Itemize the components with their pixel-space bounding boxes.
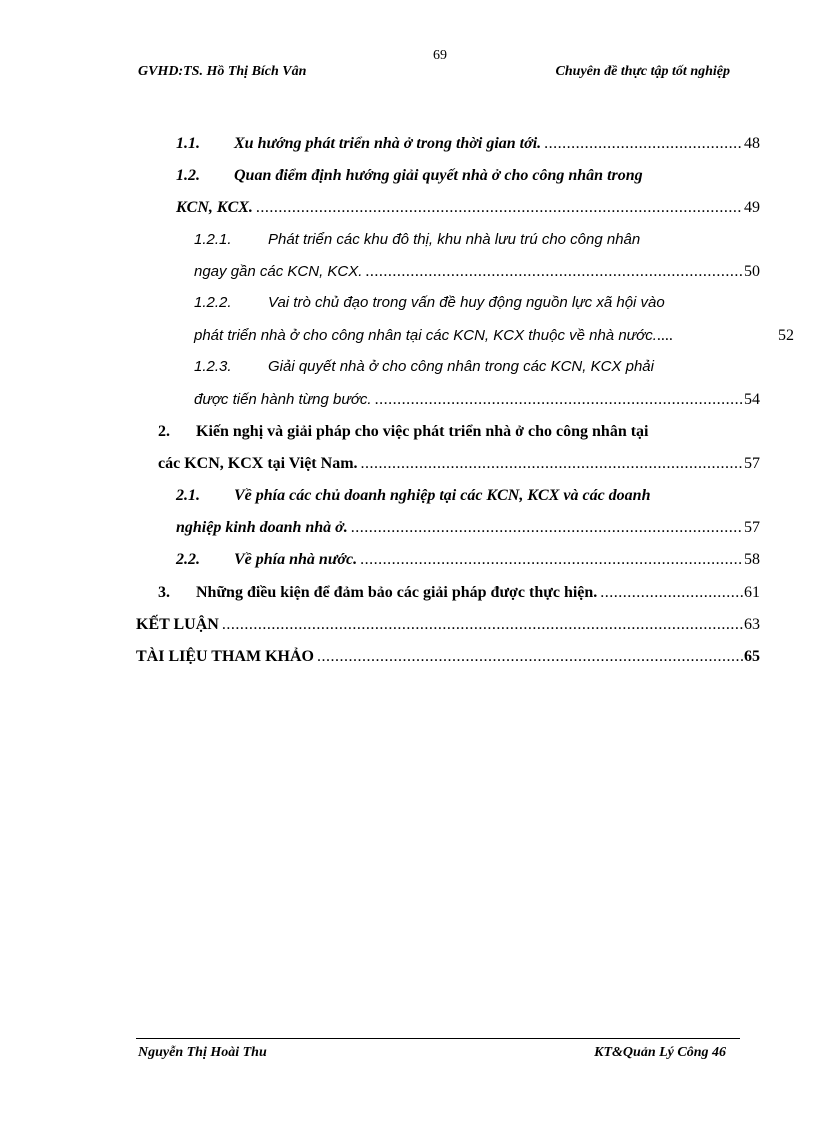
toc-entry-page: 61 bbox=[744, 584, 760, 601]
toc-entry-page: 49 bbox=[744, 199, 760, 216]
toc-entry-title: Phát triển các khu đô thị, khu nhà lưu trú cho công nhân bbox=[268, 231, 641, 248]
toc-leader-dots bbox=[600, 584, 743, 602]
toc-entry-conclusion bbox=[136, 616, 760, 638]
toc-entry-number: 1.2. bbox=[176, 167, 200, 184]
toc-entry-1-2-1-line1 bbox=[194, 231, 760, 253]
toc-leader-dots bbox=[544, 135, 743, 153]
toc-entry-1-2-3-line1 bbox=[194, 358, 760, 380]
toc-entry-title: Về phía nhà nước. bbox=[234, 551, 358, 568]
toc-leader-dots bbox=[317, 648, 743, 666]
header-report-title: Chuyên đề thực tập tốt nghiệp bbox=[555, 64, 730, 79]
toc-entry-2-line2 bbox=[158, 455, 760, 477]
toc-entry-title-cont: phát triển nhà ở cho công nhân tại các KCN, KCX thuộc về nhà nước. bbox=[194, 327, 657, 344]
page-number: 69 bbox=[433, 48, 447, 63]
footer-divider bbox=[136, 1038, 740, 1039]
toc-entry-page: 54 bbox=[744, 391, 760, 408]
toc-entry-3 bbox=[158, 584, 760, 606]
toc-entry-1-2-2-line1 bbox=[194, 294, 760, 316]
footer-class: KT&Quản Lý Công 46 bbox=[594, 1045, 726, 1060]
toc-entry-1-2-1-line2 bbox=[194, 263, 760, 285]
toc-entry-page: 48 bbox=[744, 135, 760, 152]
toc-leader-dots bbox=[375, 391, 743, 409]
toc-entry-title-cont: ngay gần các KCN, KCX. bbox=[194, 263, 363, 280]
toc-entry-page: 57 bbox=[744, 519, 760, 536]
toc-entry-title: Xu hướng phát triển nhà ở trong thời gian tới. bbox=[234, 135, 542, 152]
toc-entry-number: 2.1. bbox=[176, 487, 200, 504]
toc-entry-2-2 bbox=[176, 551, 760, 573]
toc-entry-references bbox=[136, 648, 760, 670]
toc-entry-2-line1 bbox=[158, 423, 760, 445]
toc-leader-dots: .... bbox=[656, 327, 673, 344]
toc-entry-2-1-line1 bbox=[176, 487, 760, 509]
toc-entry-title-cont: các KCN, KCX tại Việt Nam. bbox=[158, 455, 358, 472]
toc-entry-page: 65 bbox=[744, 648, 760, 665]
toc-entry-title: Giải quyết nhà ở cho công nhân trong các KCN, KCX phải bbox=[268, 358, 654, 375]
toc-entry-title-cont: KCN, KCX. bbox=[176, 199, 253, 216]
page-header bbox=[138, 64, 730, 86]
toc-leader-dots bbox=[351, 519, 743, 537]
toc-entry-title: Quan điểm định hướng giải quyết nhà ở cho công nhân trong bbox=[234, 167, 643, 184]
toc-entry-page: 57 bbox=[744, 455, 760, 472]
toc-entry-1-2-2-line2 bbox=[194, 327, 794, 349]
page-footer bbox=[138, 1045, 726, 1067]
toc-entry-page: 52 bbox=[778, 327, 794, 344]
toc-entry-number: 2. bbox=[158, 423, 170, 440]
toc-entry-title-cont: được tiến hành từng bước. bbox=[194, 391, 372, 408]
toc-leader-dots bbox=[361, 455, 743, 473]
toc-entry-number: 1.2.1. bbox=[194, 231, 232, 248]
toc-entry-1-2-3-line2 bbox=[194, 391, 760, 413]
toc-entry-1-2-line2 bbox=[176, 199, 760, 221]
toc-entry-title: Kiến nghị và giải pháp cho việc phát triển nhà ở cho công nhân tại bbox=[196, 423, 649, 440]
toc-leader-dots bbox=[256, 199, 743, 217]
toc-entry-number: 1.2.3. bbox=[194, 358, 232, 375]
toc-entry-number: 3. bbox=[158, 584, 170, 601]
toc-leader-dots bbox=[222, 616, 743, 634]
toc-entry-number: 2.2. bbox=[176, 551, 200, 568]
toc-entry-title-cont: nghiệp kinh doanh nhà ở. bbox=[176, 519, 348, 536]
toc-entry-title: Về phía các chủ doanh nghiệp tại các KCN, KCX và các doanh bbox=[234, 487, 651, 504]
toc-entry-number: 1.2.2. bbox=[194, 294, 232, 311]
toc-entry-title: TÀI LIỆU THAM KHẢO bbox=[136, 648, 314, 665]
header-advisor: GVHD:TS. Hồ Thị Bích Vân bbox=[138, 64, 307, 79]
toc-entry-1-2-line1 bbox=[176, 167, 760, 189]
footer-author: Nguyễn Thị Hoài Thu bbox=[138, 1045, 267, 1060]
toc-leader-dots bbox=[365, 263, 743, 281]
toc-entry-title: Vai trò chủ đạo trong vấn đề huy động nguồn lực xã hội vào bbox=[268, 294, 665, 311]
toc-entry-page: 58 bbox=[744, 551, 760, 568]
toc-entry-title: Những điều kiện để đảm bảo các giải pháp được thực hiện. bbox=[196, 584, 598, 601]
toc-entry-2-1-line2 bbox=[176, 519, 760, 541]
toc-entry-title: KẾT LUẬN bbox=[136, 616, 219, 633]
toc-entry-1-1 bbox=[176, 135, 760, 157]
toc-entry-page: 50 bbox=[744, 263, 760, 280]
toc-leader-dots bbox=[360, 551, 743, 569]
toc-entry-number: 1.1. bbox=[176, 135, 200, 152]
toc-entry-page: 63 bbox=[744, 616, 760, 633]
